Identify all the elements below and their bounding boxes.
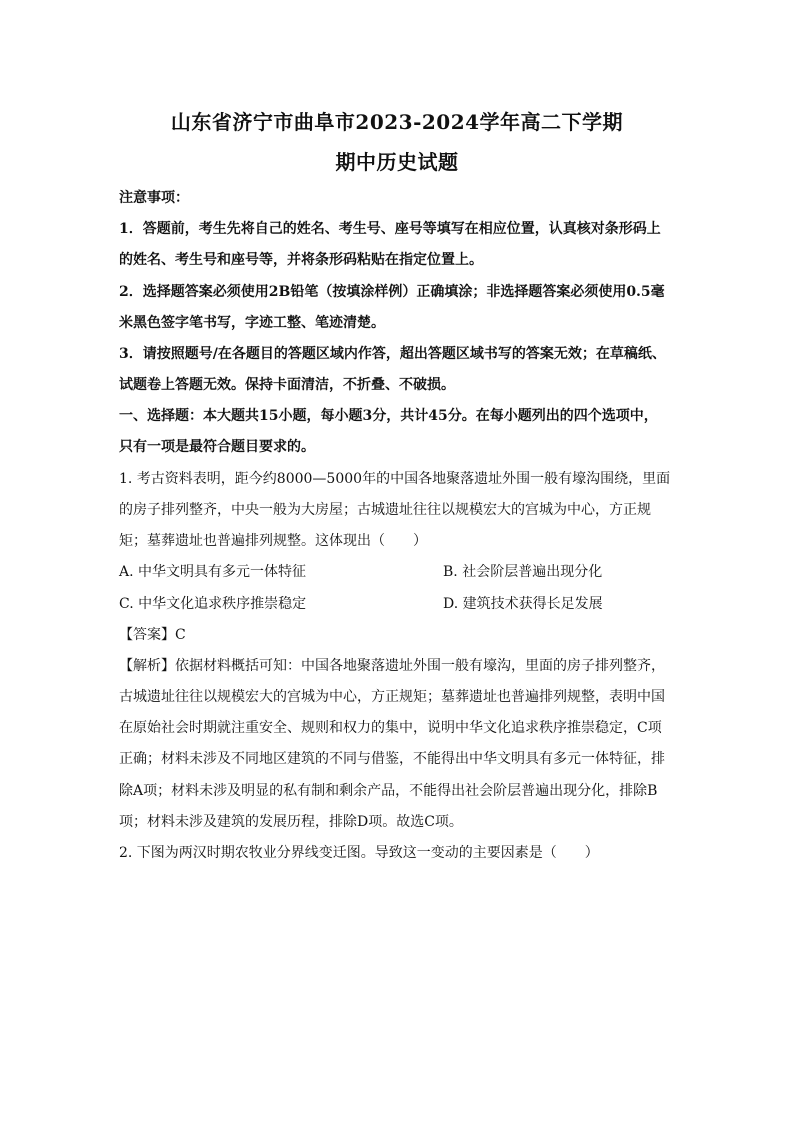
question-1-line-2: 的房子排列整齐，中央一般为大房屋；古城遗址往往以规模宏大的宫城为中心，方正规 bbox=[119, 502, 651, 518]
question-1-option-d: D. 建筑技术获得长足发展 bbox=[443, 596, 603, 612]
question-1-analysis-line-1: 【解析】依据材料概括可知：中国各地聚落遗址外围一般有壕沟，里面的房子排列整齐， bbox=[119, 658, 665, 674]
notice-item-2-line-1: 2．选择题答案必须使用2B铅笔（按填涂样例）正确填涂；非选择题答案必须使用0.5毫 bbox=[119, 284, 665, 300]
question-1-option-b: B. 社会阶层普遍出现分化 bbox=[443, 564, 603, 580]
section-heading-line-2: 只有一项是最符合题目要求的。 bbox=[119, 439, 315, 455]
notice-item-3-line-1: 3．请按照题号/在各题目的答题区域内作答，超出答题区域书写的答案无效；在草稿纸、 bbox=[119, 346, 666, 362]
question-1-analysis-line-5: 除A项；材料未涉及明显的私有制和剩余产品，不能得出社会阶层普遍出现分化，排除B bbox=[119, 783, 658, 799]
question-1-answer: 【答案】C bbox=[119, 627, 186, 643]
question-1-analysis-line-6: 项；材料未涉及建筑的发展历程，排除D项。故选C项。 bbox=[119, 814, 463, 830]
exam-title: 山东省济宁市曲阜市2023-2024学年高二下学期 bbox=[170, 110, 624, 134]
question-1-line-3: 矩；墓葬遗址也普遍排列规整。这体现出（ ） bbox=[119, 533, 427, 549]
question-1-analysis-line-4: 正确；材料未涉及不同地区建筑的不同与借鉴，不能得出中华文明具有多元一体特征，排 bbox=[119, 751, 665, 767]
notice-item-1-line-1: 1．答题前，考生先将自己的姓名、考生号、座号等填写在相应位置，认真核对条形码上 bbox=[119, 221, 661, 237]
notice-item-1-line-2: 的姓名、考生号和座号等，并将条形码粘贴在指定位置上。 bbox=[119, 252, 483, 268]
notice-item-3-line-2: 试题卷上答题无效。保持卡面清洁，不折叠、不破损。 bbox=[119, 377, 455, 393]
question-1-analysis-line-2: 古城遗址往往以规模宏大的宫城为中心，方正规矩；墓葬遗址也普遍排列规整，表明中国 bbox=[119, 689, 665, 705]
question-1-line-1: 1. 考古资料表明，距今约8000—5000年的中国各地聚落遗址外围一般有壕沟围绕，里面 bbox=[119, 471, 671, 487]
question-1-option-a: A. 中华文明具有多元一体特征 bbox=[119, 564, 307, 580]
notice-item-2-line-2: 米黑色签字笔书写，字迹工整、笔迹清楚。 bbox=[119, 315, 385, 331]
question-1-analysis-line-3: 在原始社会时期就注重安全、规则和权力的集中，说明中华文化追求秩序推崇稳定，C项 bbox=[119, 720, 662, 736]
question-2-line-1: 2. 下图为两汉时期农牧业分界线变迁图。导致这一变动的主要因素是（ ） bbox=[119, 845, 599, 861]
question-1-option-c: C. 中华文化追求秩序推崇稳定 bbox=[119, 596, 307, 612]
notice-heading: 注意事项： bbox=[119, 190, 189, 206]
section-heading-line-1: 一、选择题：本大题共15小题，每小题3分，共计45分。在每小题列出的四个选项中， bbox=[119, 408, 658, 424]
exam-subtitle: 期中历史试题 bbox=[335, 150, 459, 174]
